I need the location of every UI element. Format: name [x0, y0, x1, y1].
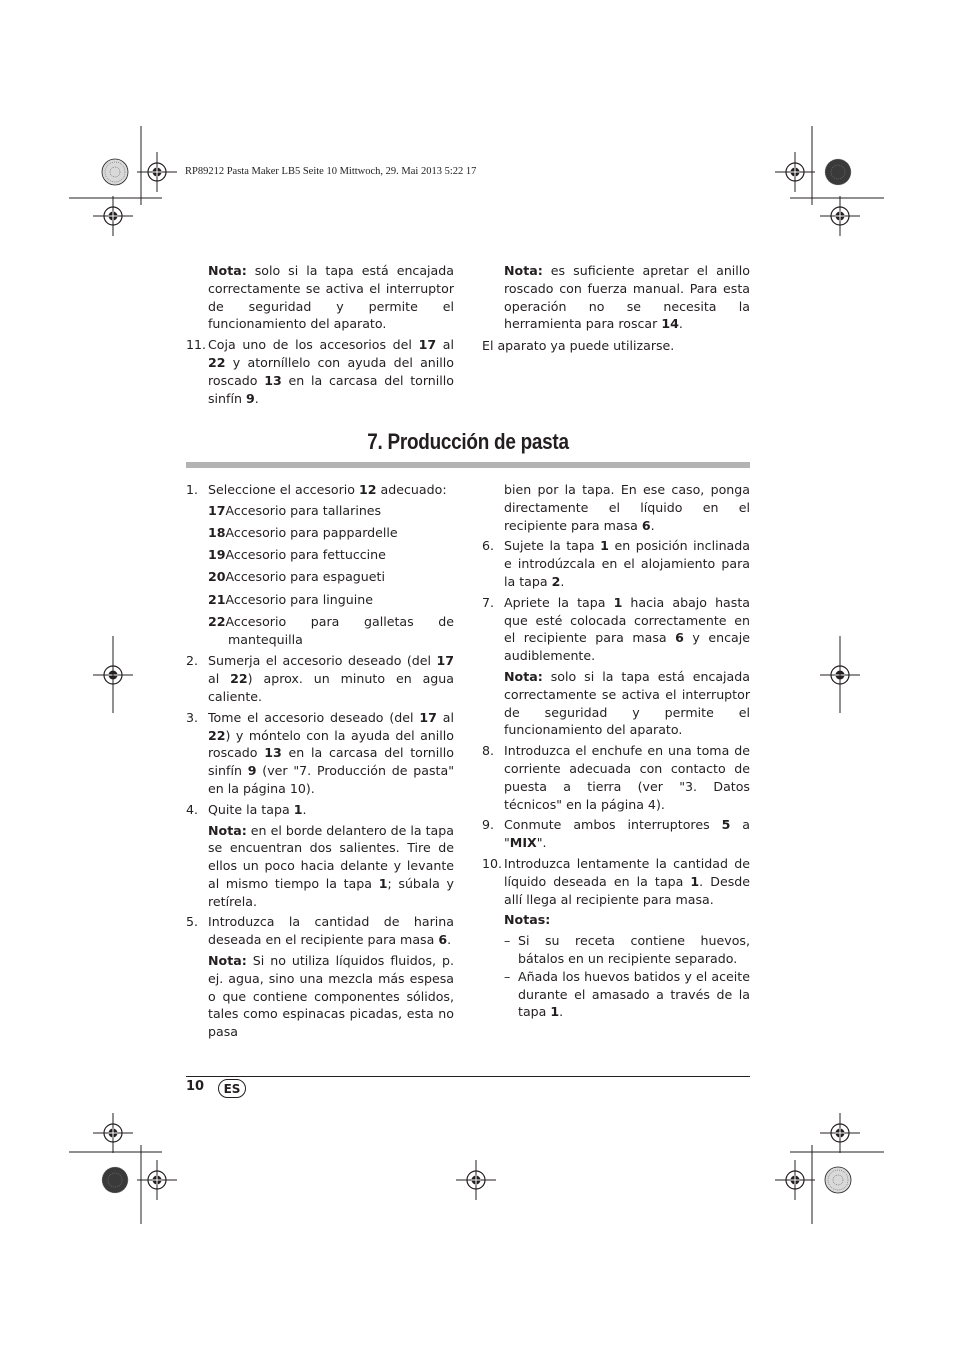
top-right-column	[482, 262, 750, 355]
registration-mark-icon	[456, 1160, 496, 1200]
registration-mark-icon	[775, 1160, 815, 1200]
note-paragraph: Nota: solo si la tapa está encajada correctamente se activa el interruptor de seguridad y permite el funcionamiento del aparato.	[504, 668, 750, 738]
color-target-icon	[825, 159, 851, 185]
footer-rule	[186, 1076, 750, 1077]
title-underline-bar	[186, 462, 750, 468]
ready-text: El aparato ya puede utilizarse.	[482, 338, 675, 354]
notes-heading: Notas:	[504, 912, 551, 928]
step-5: 5. Introduzca la cantidad de harina deseada en el recipiente para masa 6.	[186, 914, 454, 948]
step-7: 7. Apriete la tapa 1 hacia abajo hasta que esté colocada correctamente en el recipiente para masa 6 y encaje audiblemente.	[482, 594, 750, 664]
step-8: 8. Introduzca el enchufe en una toma de corriente adecuada con contacto de puesta a tierra (ver "3. Datos técnicos" en la página 4).	[482, 743, 750, 812]
step-9: 9. Conmute ambos interruptores 5 a "MIX".	[482, 817, 750, 851]
right-column	[482, 481, 750, 1021]
registration-mark-icon	[137, 1160, 177, 1200]
accessory-item: 19 Accesorio para fettuccine	[208, 547, 386, 563]
step-1: 1. Seleccione el accesorio 12 adecuado:	[186, 482, 447, 497]
color-target-icon	[102, 1167, 128, 1193]
accessory-item: 17 Accesorio para tallarines	[208, 502, 382, 518]
note-bullet: – Si su receta contiene huevos, bátalos en un recipiente separado.	[504, 933, 750, 966]
step-2: 2. Sumerja el accesorio deseado (del 17 al 22) aprox. un minuto en agua caliente.	[186, 653, 454, 704]
accessory-item: 21 Accesorio para linguine	[208, 591, 373, 607]
color-target-icon	[102, 159, 128, 185]
accessory-item: 18 Accesorio para pappardelle	[208, 524, 398, 540]
step-6: 6. Sujete la tapa 1 en posición inclinada e introdúzcala en el alojamiento para la tapa 2.	[482, 538, 750, 589]
registration-mark-icon	[137, 152, 177, 192]
accessory-item: 22 Accesorio para galletas de	[208, 613, 454, 629]
accessory-item-continued: mantequilla	[228, 631, 303, 647]
accessory-item: 20 Accesorio para espagueti	[208, 569, 385, 585]
print-slug-line: RP89212 Pasta Maker LB5 Seite 10 Mittwoch, 29. Mai 2013 5:22 17	[185, 166, 477, 177]
note-paragraph: Nota: solo si la tapa está encajada correctamente se activa el interruptor de seguridad y permite el funcionamiento del aparato.	[208, 263, 454, 332]
note-paragraph: Nota: en el borde delantero de la tapa se encuentran dos salientes. Tire de ellos un poco hacia delante y levante al mismo tiempo la tapa 1; súbala y retírela.	[208, 822, 454, 909]
note-continuation: bien por la tapa. En ese caso, ponga directamente el líquido en el recipiente para masa 6.	[504, 482, 750, 533]
step-10: 10. Introduzca lentamente la cantidad de líquido deseada en la tapa 1. Desde allí llega al recipiente para masa.	[482, 855, 750, 907]
registration-mark-icon	[820, 196, 860, 236]
step-3: 3. Tome el accesorio deseado (del 17 al 22) y móntelo con la ayuda del anillo roscado 13 en la carcasa del tornillo sinfín 9 (ver "7. Producción de pasta" en la página 10).	[186, 709, 454, 796]
registration-mark-icon	[93, 196, 133, 236]
color-target-icon	[825, 1167, 851, 1193]
step-11: 11. Coja uno de los accesorios del 17 al 22 y atorníllelo con ayuda del anillo roscado 13 en la carcasa del tornillo sinfín 9.	[186, 337, 454, 406]
registration-mark-icon	[820, 1113, 860, 1153]
language-badge: ES	[218, 1079, 246, 1098]
note-paragraph: Nota: es suficiente apretar el anillo roscado con fuerza manual. Para esta operación no se necesita la herramienta para roscar 14.	[504, 263, 750, 332]
top-left-column	[186, 262, 454, 410]
page-number: 10	[186, 1079, 205, 1094]
left-column	[186, 481, 454, 1044]
note-bullet: – Añada los huevos batidos y el aceite durante el amasado a través de la tapa 1.	[504, 968, 750, 1020]
section-title: 7. Producción de pasta	[367, 429, 569, 454]
registration-mark-icon	[93, 1113, 133, 1153]
note-paragraph: Nota: Si no utiliza líquidos fluidos, p. ej. agua, sino una mezcla más espesa o que contiene componentes sólidos, tales como espinacas picadas, esta no pasa	[208, 953, 454, 1040]
step-4: 4. Quite la tapa 1.	[186, 801, 307, 817]
registration-mark-icon	[775, 152, 815, 192]
